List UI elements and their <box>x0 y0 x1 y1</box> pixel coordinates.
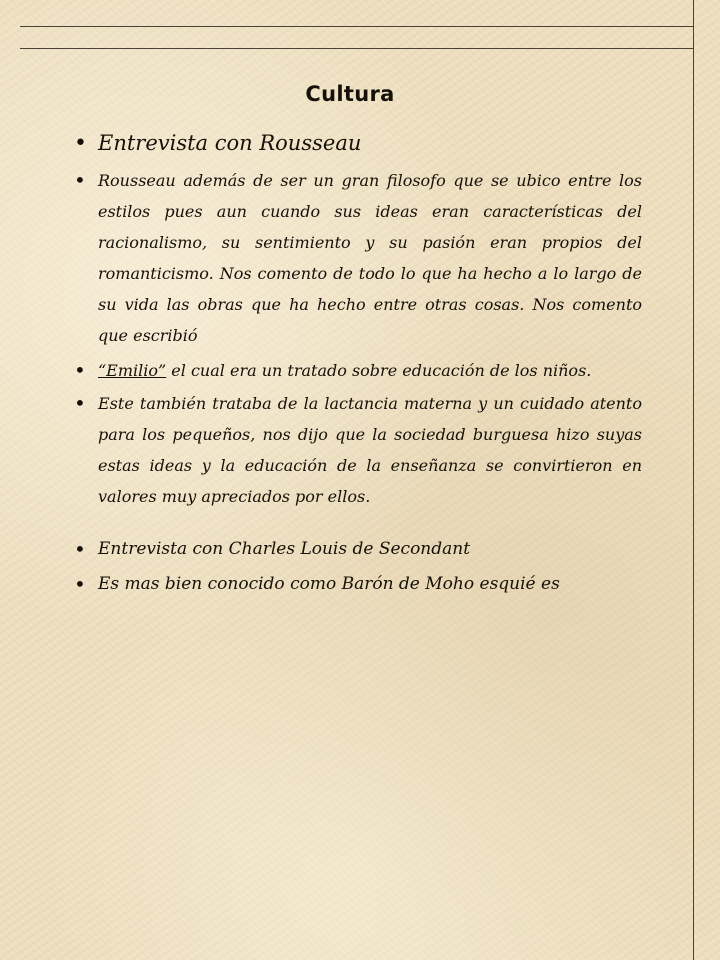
header-rule <box>20 48 694 49</box>
bullet-icon: • <box>74 391 86 415</box>
list-item <box>74 355 642 386</box>
bullet-icon: • <box>74 131 87 156</box>
list-item <box>74 569 642 600</box>
item-text: Este también trataba de la lactancia materna y un cuidado atento para los pequeños, nos dijo que la sociedad burguesa hizo suyas estas ideas y la educación de la enseñanza se convirtieron en valores muy apreciados por ellos. <box>98 394 642 506</box>
top-rule <box>20 26 694 27</box>
item-text: Entrevista con Rousseau <box>98 131 362 155</box>
item-text: Entrevista con Charles Louis de Secondant <box>98 539 471 559</box>
bullet-icon: • <box>74 572 86 596</box>
item-text: el cual era un tratado sobre educación de los niños. <box>166 361 592 380</box>
right-margin-line <box>693 0 694 960</box>
book-title-emilio: “Emilio” <box>98 361 167 380</box>
item-text: Es mas bien conocido como Barón de Moho esquié es <box>98 574 560 594</box>
item-text: Rousseau además de ser un gran filosofo que se ubico entre los estilos pues aun cuando sus ideas eran características del racionalismo, su sentimiento y su pasión eran propios del romanticismo. Nos comento de todo lo que ha hecho a lo largo de su vida las obras que ha hecho entre otras cosas. Nos comento que escribió <box>98 171 642 345</box>
bullet-icon: • <box>74 537 86 561</box>
bullet-list <box>74 128 642 600</box>
list-item <box>74 388 642 512</box>
bullet-icon: • <box>74 358 86 382</box>
list-item <box>74 128 642 159</box>
bullet-icon: • <box>74 168 86 192</box>
list-item <box>74 534 642 565</box>
list-item <box>74 165 642 351</box>
page-title: Cultura <box>305 82 395 107</box>
